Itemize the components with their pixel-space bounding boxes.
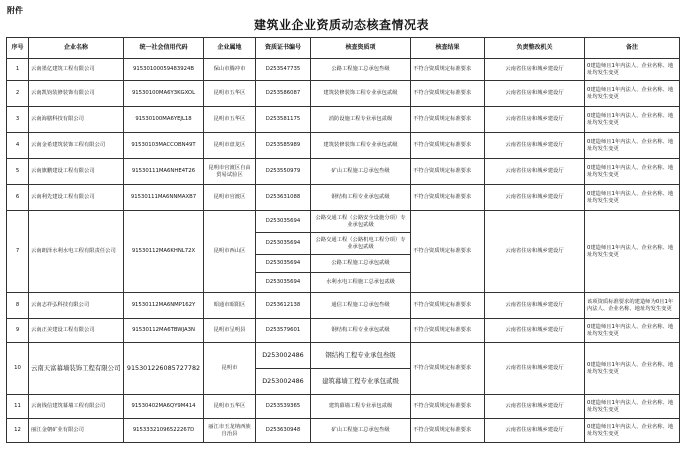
cell-code: 91530111MA6NHE4T26 [124, 159, 204, 185]
table-row [7, 419, 680, 443]
cell-note: 0建造师且1年内法人、企业名称、地址均发生变更 [585, 133, 680, 159]
table-row [7, 159, 680, 185]
cell-company: 云南朗泽水利水电工程有限责任公司 [29, 211, 124, 293]
cell-code: 91530100MA6Y3KGXOL [124, 81, 204, 107]
cell-locale: 昆明市五华区 [204, 107, 256, 133]
cell-note: 0建造师且1年内法人、企业名称、地址均发生变更 [585, 81, 680, 107]
cell-locale: 昆明市五华区 [204, 395, 256, 419]
cell-cert: D253035694 [256, 255, 311, 273]
cell-authority: 云南省住房和城乡建设厅 [485, 211, 585, 293]
cell-qualification: 公路工程施工总承包叁级 [311, 59, 411, 81]
cell-note: 0建造师且1年内法人、企业名称、地址均发生变更 [585, 319, 680, 343]
cell-company: 云南志祥弘科技有限公司 [29, 293, 124, 319]
cell-locale: 保山市腾冲市 [204, 59, 256, 81]
cell-cert: D253630948 [256, 419, 311, 443]
table-row [7, 395, 680, 419]
cell-qualification: 钢结构工程专业承包叁级 [311, 343, 411, 369]
cell-cert: D253581175 [256, 107, 311, 133]
cell-result: 不符合资质规定标准要求 [411, 81, 485, 107]
cell-company: 丽江金朝矿业有限公司 [29, 419, 124, 443]
table-row [7, 107, 680, 133]
cell-note: 0建造师且1年内法人、企业名称、地址均发生变更 [585, 211, 680, 293]
cell-qualification: 钢结构工程专业承包贰级 [311, 185, 411, 211]
cell-authority: 云南省住房和城乡建设厅 [485, 59, 585, 81]
cell-note: 0建造师且1年内法人、企业名称、地址均发生变更 [585, 343, 680, 395]
cell-result: 不符合资质规定标准要求 [411, 185, 485, 211]
cell-result: 不符合资质规定标准要求 [411, 133, 485, 159]
cell-authority: 云南省住房和城乡建设厅 [485, 319, 585, 343]
attachment-label: 附件 [7, 6, 23, 15]
header-company: 企业名称 [29, 38, 124, 59]
cell-no: 6 [7, 185, 29, 211]
cell-qualification: 钢结构工程专业承包贰级 [311, 319, 411, 343]
cell-qualification: 矿山工程施工总承包叁级 [311, 419, 411, 443]
cell-result: 不符合资质规定标准要求 [411, 419, 485, 443]
table-row [7, 211, 680, 233]
cell-company: 云南天富幕墙装饰工程有限公司 [29, 343, 124, 395]
cell-cert: D253631088 [256, 185, 311, 211]
table-row [7, 59, 680, 81]
cell-authority: 云南省住房和城乡建设厅 [485, 293, 585, 319]
cell-locale: 丽江市玉龙纳西族自治县 [204, 419, 256, 443]
cell-qualification: 水利水电工程施工总承包贰级 [311, 273, 411, 293]
cell-company: 云南利先建设工程有限公司 [29, 185, 124, 211]
cell-qualification: 通信工程施工总承包叁级 [311, 293, 411, 319]
cell-cert: D253035694 [256, 211, 311, 233]
header-cert: 资质证书编号 [256, 38, 311, 59]
table-header-row [7, 38, 680, 59]
header-note: 备注 [585, 38, 680, 59]
cell-result: 不符合资质规定标准要求 [411, 59, 485, 81]
cell-result: 不符合资质规定标准要求 [411, 107, 485, 133]
cell-note: 0建造师且1年内法人、企业名称、地址均发生变更 [585, 419, 680, 443]
cell-cert: D253547735 [256, 59, 311, 81]
cell-note: 0建造师且1年内法人、企业名称、地址均发生变更 [585, 159, 680, 185]
cell-locale: 昭通市昭阳区 [204, 293, 256, 319]
cell-result: 不符合资质规定标准要求 [411, 319, 485, 343]
cell-cert: D253550979 [256, 159, 311, 185]
cell-authority: 云南省住房和城乡建设厅 [485, 107, 585, 133]
cell-locale: 昆明市官渡区 [204, 185, 256, 211]
cell-note: 0建造师且1年内法人、企业名称、地址均发生变更 [585, 59, 680, 81]
cell-qualification: 建筑装修装饰工程专业承包贰级 [311, 81, 411, 107]
cell-company: 云南海膳科技有限公司 [29, 107, 124, 133]
cell-no: 1 [7, 59, 29, 81]
header-qualification: 核查资质项 [311, 38, 411, 59]
cell-cert: D253035694 [256, 233, 311, 255]
cell-no: 4 [7, 133, 29, 159]
cell-company: 云南墨亿建筑工程有限公司 [29, 59, 124, 81]
cell-authority: 云南省住房和城乡建设厅 [485, 419, 585, 443]
cell-company: 云南金希建筑装饰工程有限公司 [29, 133, 124, 159]
header-locale: 企业属地 [204, 38, 256, 59]
cell-code: 91530103MACCOBN49T [124, 133, 204, 159]
cell-no: 10 [7, 343, 29, 395]
cell-no: 2 [7, 81, 29, 107]
cell-result: 不符合资质规定标准要求 [411, 293, 485, 319]
cell-note: 0建造师且1年内法人、企业名称、地址均发生变更 [585, 185, 680, 211]
cell-company: 云南正美建设工程有限公司 [29, 319, 124, 343]
cell-qualification: 公路工程施工总承包贰级 [311, 255, 411, 273]
cell-code: 91530112MA6TBWJA3N [124, 319, 204, 343]
cell-company: 云南钱信建筑幕墙工程有限公司 [29, 395, 124, 419]
cell-qualification: 建筑幕墙工程专业承包贰级 [311, 395, 411, 419]
cell-code: 91530402MA6QY9M414 [124, 395, 204, 419]
cell-cert: D253586087 [256, 81, 311, 107]
table-row [7, 319, 680, 343]
cell-no: 8 [7, 293, 29, 319]
cell-cert: D253579601 [256, 319, 311, 343]
cell-no: 3 [7, 107, 29, 133]
cell-qualification: 建筑装修装饰工程专业承包贰级 [311, 133, 411, 159]
header-result: 核查结果 [411, 38, 485, 59]
cell-result: 不符合资质规定标准要求 [411, 343, 485, 395]
cell-authority: 云南省住房和城乡建设厅 [485, 159, 585, 185]
cell-cert: D253612138 [256, 293, 311, 319]
cell-company: 云南旗鹏建设工程有限公司 [29, 159, 124, 185]
table-row [7, 81, 680, 107]
cell-code: 915301226085727782 [124, 343, 204, 395]
cell-cert: D253002486 [256, 369, 311, 395]
cell-note: 0建造师且1年内法人、企业名称、地址均发生变更 [585, 107, 680, 133]
cell-no: 11 [7, 395, 29, 419]
cell-cert: D253539365 [256, 395, 311, 419]
cell-authority: 云南省住房和城乡建设厅 [485, 185, 585, 211]
cell-locale: 昆明市 [204, 343, 256, 395]
cell-code: 91533321096522267D [124, 419, 204, 443]
cell-authority: 云南省住房和城乡建设厅 [485, 395, 585, 419]
qualification-table [6, 37, 680, 443]
cell-note: 0建造师且1年内法人、企业名称、地址均发生变更 [585, 395, 680, 419]
cell-cert: D253035694 [256, 273, 311, 293]
cell-result: 不符合资质规定标准要求 [411, 159, 485, 185]
table-row [7, 185, 680, 211]
cell-code: 91530111MA6NNMAXB7 [124, 185, 204, 211]
cell-cert: D253002486 [256, 343, 311, 369]
cell-qualification: 建筑幕墙工程专业承包贰级 [311, 369, 411, 395]
header-authority: 负责整改机关 [485, 38, 585, 59]
cell-qualification: 公路交通工程（公路安全设施分项）专业承包贰级 [311, 211, 411, 233]
cell-authority: 云南省住房和城乡建设厅 [485, 343, 585, 395]
cell-no: 7 [7, 211, 29, 293]
cell-qualification: 公路交通工程（公路机电工程分项）专业承包贰级 [311, 233, 411, 255]
cell-authority: 云南省住房和城乡建设厅 [485, 81, 585, 107]
header-code: 统一社会信用代码 [124, 38, 204, 59]
cell-qualification: 矿山工程施工总承包叁级 [311, 159, 411, 185]
cell-no: 9 [7, 319, 29, 343]
header-no: 序号 [7, 38, 29, 59]
cell-locale: 昆明市官渡区自由贸易试验区 [204, 159, 256, 185]
cell-code: 91530100MA6YEJL18 [124, 107, 204, 133]
table-row [7, 343, 680, 369]
cell-no: 5 [7, 159, 29, 185]
cell-authority: 云南省住房和城乡建设厅 [485, 133, 585, 159]
cell-locale: 昆明市五华区 [204, 81, 256, 107]
cell-locale: 昆明市西山区 [204, 211, 256, 293]
cell-code: 91530112MA6NMP162Y [124, 293, 204, 319]
cell-cert: D253585989 [256, 133, 311, 159]
cell-result: 不符合资质规定标准要求 [411, 395, 485, 419]
cell-company: 云南凯钧装修装饰有限公司 [29, 81, 124, 107]
cell-result: 不符合资质规定标准要求 [411, 211, 485, 293]
cell-locale: 昆明市盘龙区 [204, 133, 256, 159]
cell-locale: 昆明市呈明县 [204, 319, 256, 343]
page-title: 建筑业企业资质动态核查情况表 [253, 18, 429, 32]
cell-code: 91530100059483924B [124, 59, 204, 81]
table-row [7, 293, 680, 319]
cell-qualification: 消防设施工程专业承包贰级 [311, 107, 411, 133]
cell-note: 该项资质标准要求的建造师为0且1年内法人、企业名称、地址均发生变更 [585, 293, 680, 319]
cell-no: 12 [7, 419, 29, 443]
cell-code: 91530112MA6KHNL72X [124, 211, 204, 293]
table-row [7, 133, 680, 159]
